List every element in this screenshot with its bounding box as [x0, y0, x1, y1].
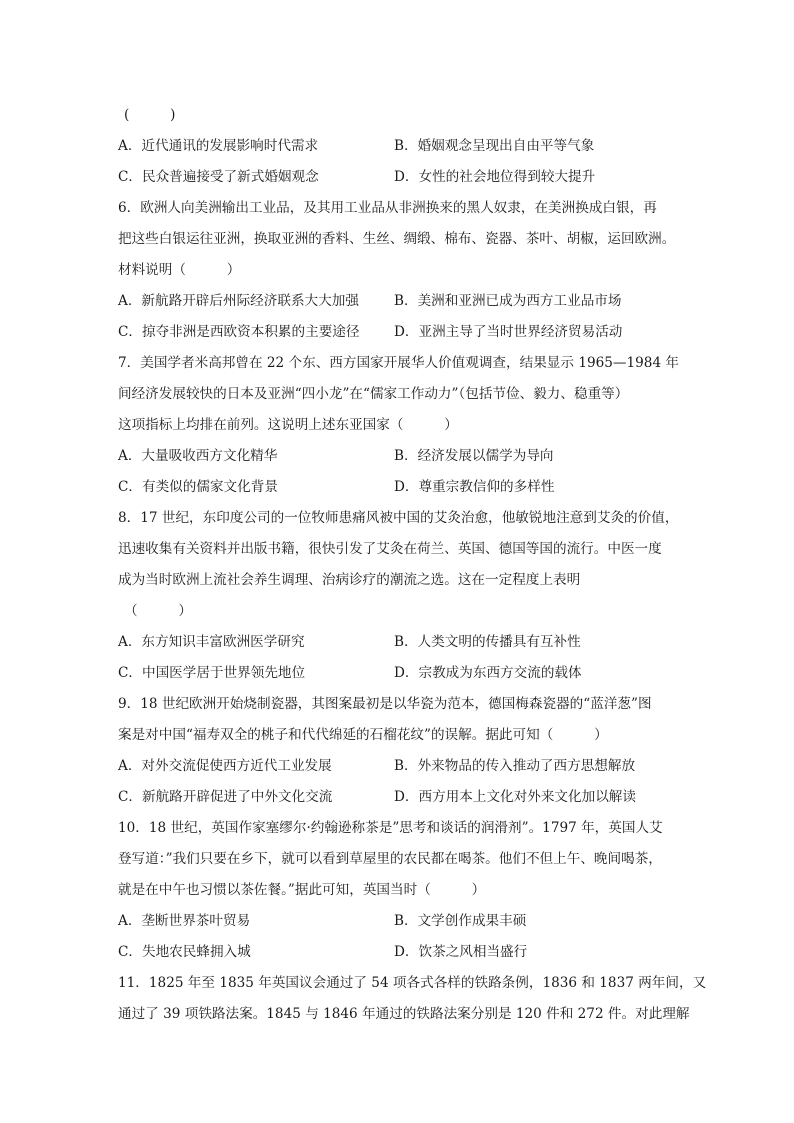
option-a[interactable]: A．东方知识丰富欧洲医学研究: [118, 634, 305, 650]
option-row: [118, 906, 688, 937]
question-stem-line: 就是在中午也习惯以茶佐餐。”据此可知，英国当时（ ）: [118, 882, 486, 898]
question-stem-line: 把这些白银运往亚洲，换取亚洲的香料、生丝、绸缎、棉布、瓷器、茶叶、胡椒，运回欧洲。: [118, 231, 676, 247]
question-8: [118, 503, 688, 689]
option-b[interactable]: B．人类文明的传播具有互补性: [394, 634, 581, 650]
option-row: [118, 131, 688, 162]
option-d[interactable]: D．亚洲主导了当时世界经济贸易活动: [394, 324, 623, 340]
option-a[interactable]: A．近代通讯的发展影响时代需求: [118, 138, 319, 154]
question-stem-line: 9．18 世纪欧洲开始烧制瓷器，其图案最初是以华瓷为范本，德国梅森瓷器的“蓝洋葱”图: [118, 696, 652, 712]
question-stem-line: 这项指标上均排在前列。这说明上述东亚国家（ ）: [118, 417, 458, 433]
option-row: [118, 162, 688, 193]
option-row: [118, 472, 688, 503]
question-stem-line: 材料说明（ ）: [118, 262, 241, 278]
question-stem-line: 成为当时欧洲上流社会养生调理、治病诊疗的潮流之选。这在一定程度上表明: [118, 572, 581, 588]
option-row: [118, 751, 688, 782]
question-stem-line: 10．18 世纪，英国作家塞缪尔·约翰逊称茶是”思考和谈话的润滑剂”。1797 年，英国人艾: [118, 820, 663, 836]
question-stem-line: 登写道：”我们只要在乡下，就可以看到草屋里的农民都在喝茶。他们不但上午、晚间喝茶，: [118, 851, 662, 867]
option-row: [118, 317, 688, 348]
question-10: [118, 813, 688, 968]
question-stem-line: 8．17 世纪，东印度公司的一位牧师患痛风被中国的艾灸治愈，他敏锐地注意到艾灸的价值，: [118, 510, 679, 526]
option-b[interactable]: B．文学创作成果丰硕: [394, 913, 527, 929]
question-stem-line: 6．欧洲人向美洲输出工业品，及其用工业品从非洲换来的黑人奴隶，在美洲换成白银，再: [118, 200, 657, 216]
option-b[interactable]: B．经济发展以儒学为导向: [394, 448, 554, 464]
option-row: [118, 441, 688, 472]
question-stem-line: 迅速收集有关资料并出版书籍，很快引发了艾灸在荷兰、英国、德国等国的流行。中医一度: [118, 541, 662, 557]
question-7: [118, 348, 688, 503]
question-11: [118, 968, 707, 1030]
option-row: [118, 658, 688, 689]
option-a[interactable]: A．大量吸收西方文化精华: [118, 448, 278, 464]
option-d[interactable]: D．尊重宗教信仰的多样性: [394, 479, 555, 495]
question-stem-line: 案是对中国“福寿双全的桃子和代代绵延的石榴花纹”的误解。据此可知（ ）: [118, 727, 608, 743]
option-row: [118, 627, 688, 658]
option-c[interactable]: C．中国医学居于世界领先地位: [118, 665, 306, 681]
option-row: [118, 782, 688, 813]
question-stem-line: 7．美国学者米高邦曾在 22 个东、西方国家开展华人价值观调查，结果显示 1965—1984 年: [118, 355, 680, 371]
question-6: [118, 193, 688, 348]
option-c[interactable]: C．新航路开辟促进了中外文化交流: [118, 789, 333, 805]
option-b[interactable]: B．外来物品的传入推动了西方思想解放: [394, 758, 636, 774]
option-d[interactable]: D．女性的社会地位得到较大提升: [394, 169, 596, 185]
option-c[interactable]: C．民众普遍接受了新式婚姻观念: [118, 169, 319, 185]
answer-bracket: ( ): [124, 107, 176, 123]
option-b[interactable]: B．婚姻观念呈现出自由平等气象: [394, 138, 595, 154]
question-9: [118, 689, 688, 813]
option-c[interactable]: C．掠夺非洲是西欧资本积累的主要途径: [118, 324, 360, 340]
option-a[interactable]: A．垄断世界茶叶贸易: [118, 913, 251, 929]
option-d[interactable]: D．宗教成为东西方交流的载体: [394, 665, 582, 681]
option-b[interactable]: B．美洲和亚洲已成为西方工业品市场: [394, 293, 622, 309]
answer-bracket: （ ）: [124, 603, 192, 619]
question-stem-line: 间经济发展较快的日本及亚洲“四小龙”在“儒家工作动力”（包括节俭、毅力、稳重等）: [118, 386, 629, 402]
option-a[interactable]: A．对外交流促使西方近代工业发展: [118, 758, 332, 774]
question-stem-line: 通过了 39 项铁路法案。1845 与 1846 年通过的铁路法案分别是 120 件和 272 件。对此理解: [118, 1006, 690, 1022]
option-a[interactable]: A．新航路开辟后州际经济联系大大加强: [118, 293, 359, 309]
option-row: [118, 286, 688, 317]
exam-content: [118, 100, 707, 1030]
option-c[interactable]: C．有类似的儒家文化背景: [118, 479, 278, 495]
question-stem-line: 11．1825 年至 1835 年英国议会通过了 54 项各式各样的铁路条例，1836 和 1837 两年间，又: [118, 975, 707, 991]
option-row: [118, 937, 688, 968]
option-d[interactable]: D．饮茶之风相当盛行: [394, 944, 528, 960]
option-c[interactable]: C．失地农民蜂拥入城: [118, 944, 251, 960]
option-d[interactable]: D．西方用本上文化对外来文化加以解读: [394, 789, 636, 805]
